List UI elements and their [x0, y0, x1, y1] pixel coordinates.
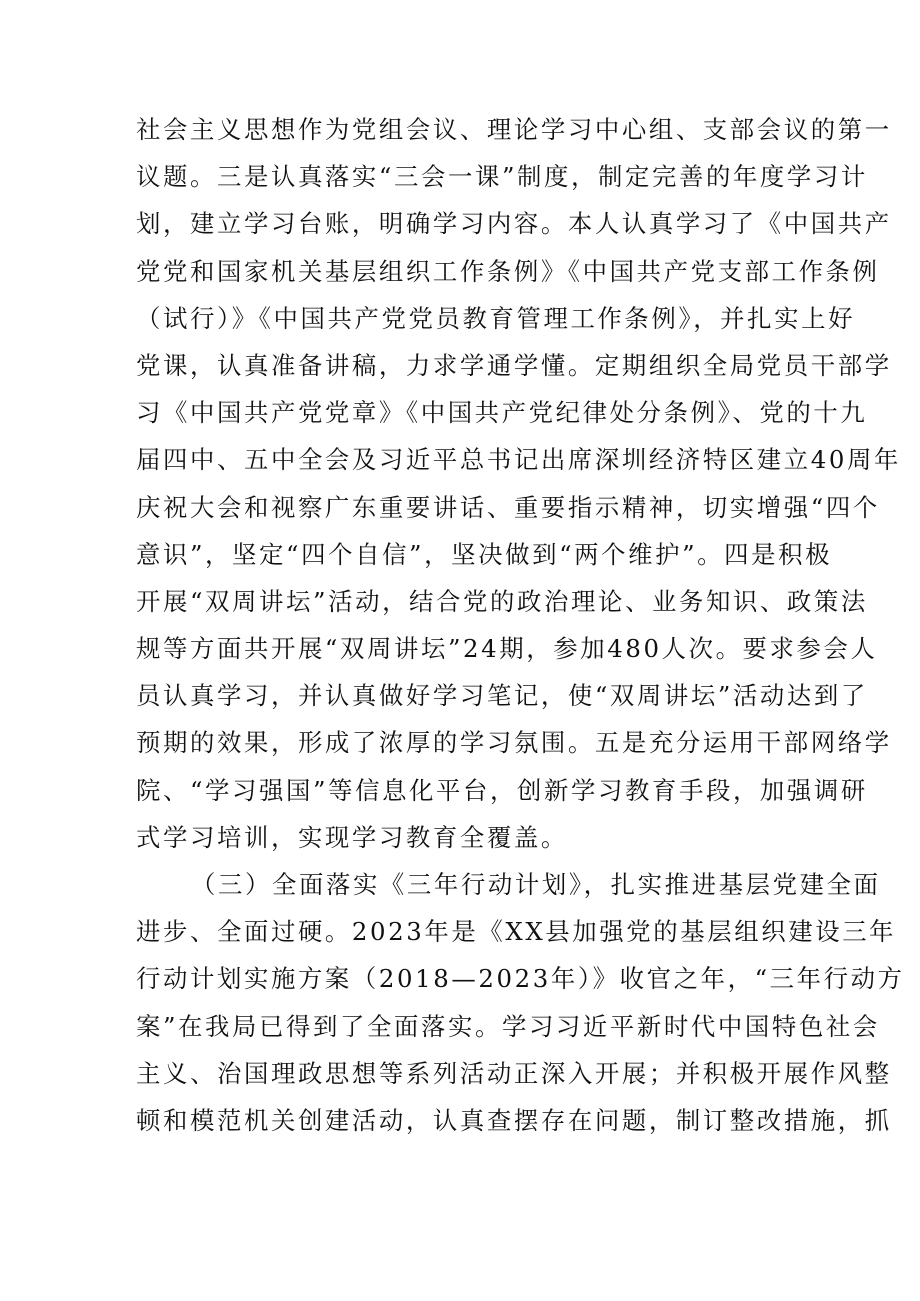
text-line: 进步、全面过硬。2023年是《XX县加强党的基层组织建设三年: [136, 917, 897, 947]
text-line: 开展“双周讲坛”活动，结合党的政治理论、业务知识、政策法: [136, 586, 868, 616]
text-line: 员认真学习，并认真做好学习笔记，使“双周讲坛”活动达到了: [136, 681, 868, 711]
text-line: 意识”，坚定“四个自信”，坚决做到“两个维护”。四是积极: [136, 539, 833, 569]
text-line: 主义、治国理政思想等系列活动正深入开展；并积极开展作风整: [136, 1058, 892, 1088]
text-line: 式学习培训，实现学习教育全覆盖。: [136, 822, 568, 852]
text-line: 顿和模范机关创建活动，认真查摆存在问题，制订整改措施，抓: [136, 1105, 892, 1135]
section-heading-line: （三）全面落实《三年行动计划》，扎实推进基层党建全面: [191, 870, 881, 899]
text-line: 届四中、五中全会及习近平总书记出席深圳经济特区建立40周年: [136, 445, 901, 475]
text-line: 议题。三是认真落实“三会一课”制度，制定完善的年度学习计: [136, 162, 868, 192]
text-line: 社会主义思想作为党组会议、理论学习中心组、支部会议的第一: [136, 115, 892, 144]
document-body: [136, 106, 905, 1144]
text-line: 习《中国共产党党章》《中国共产党纪律处分条例》、党的十九: [136, 398, 868, 428]
text-line: 案”在我局已得到了全面落实。学习习近平新时代中国特色社会: [136, 1011, 880, 1041]
text-line: 党党和国家机关基层组织工作条例》《中国共产党支部工作条例: [136, 256, 880, 286]
text-line: 党课，认真准备讲稿，力求学通学懂。定期组织全局党员干部学: [136, 350, 892, 380]
text-line: 划，建立学习台账，明确学习内容。本人认真学习了《中国共产: [136, 209, 892, 239]
text-line: 庆祝大会和视察广东重要讲话、重要指示精神，切实增强“四个: [136, 492, 880, 522]
text-line: 院、“学习强国”等信息化平台，创新学习教育手段，加强调研: [136, 775, 868, 805]
text-line: 预期的效果，形成了浓厚的学习氛围。五是充分运用干部网络学: [136, 728, 892, 758]
text-line: 行动计划实施方案（2018—2023年）》收官之年，“三年行动方: [136, 964, 905, 994]
text-line: 规等方面共开展“双周讲坛”24期，参加480人次。要求参会人: [136, 634, 878, 664]
text-line: （试行）》《中国共产党党员教育管理工作条例》，并扎实上好: [136, 303, 856, 333]
